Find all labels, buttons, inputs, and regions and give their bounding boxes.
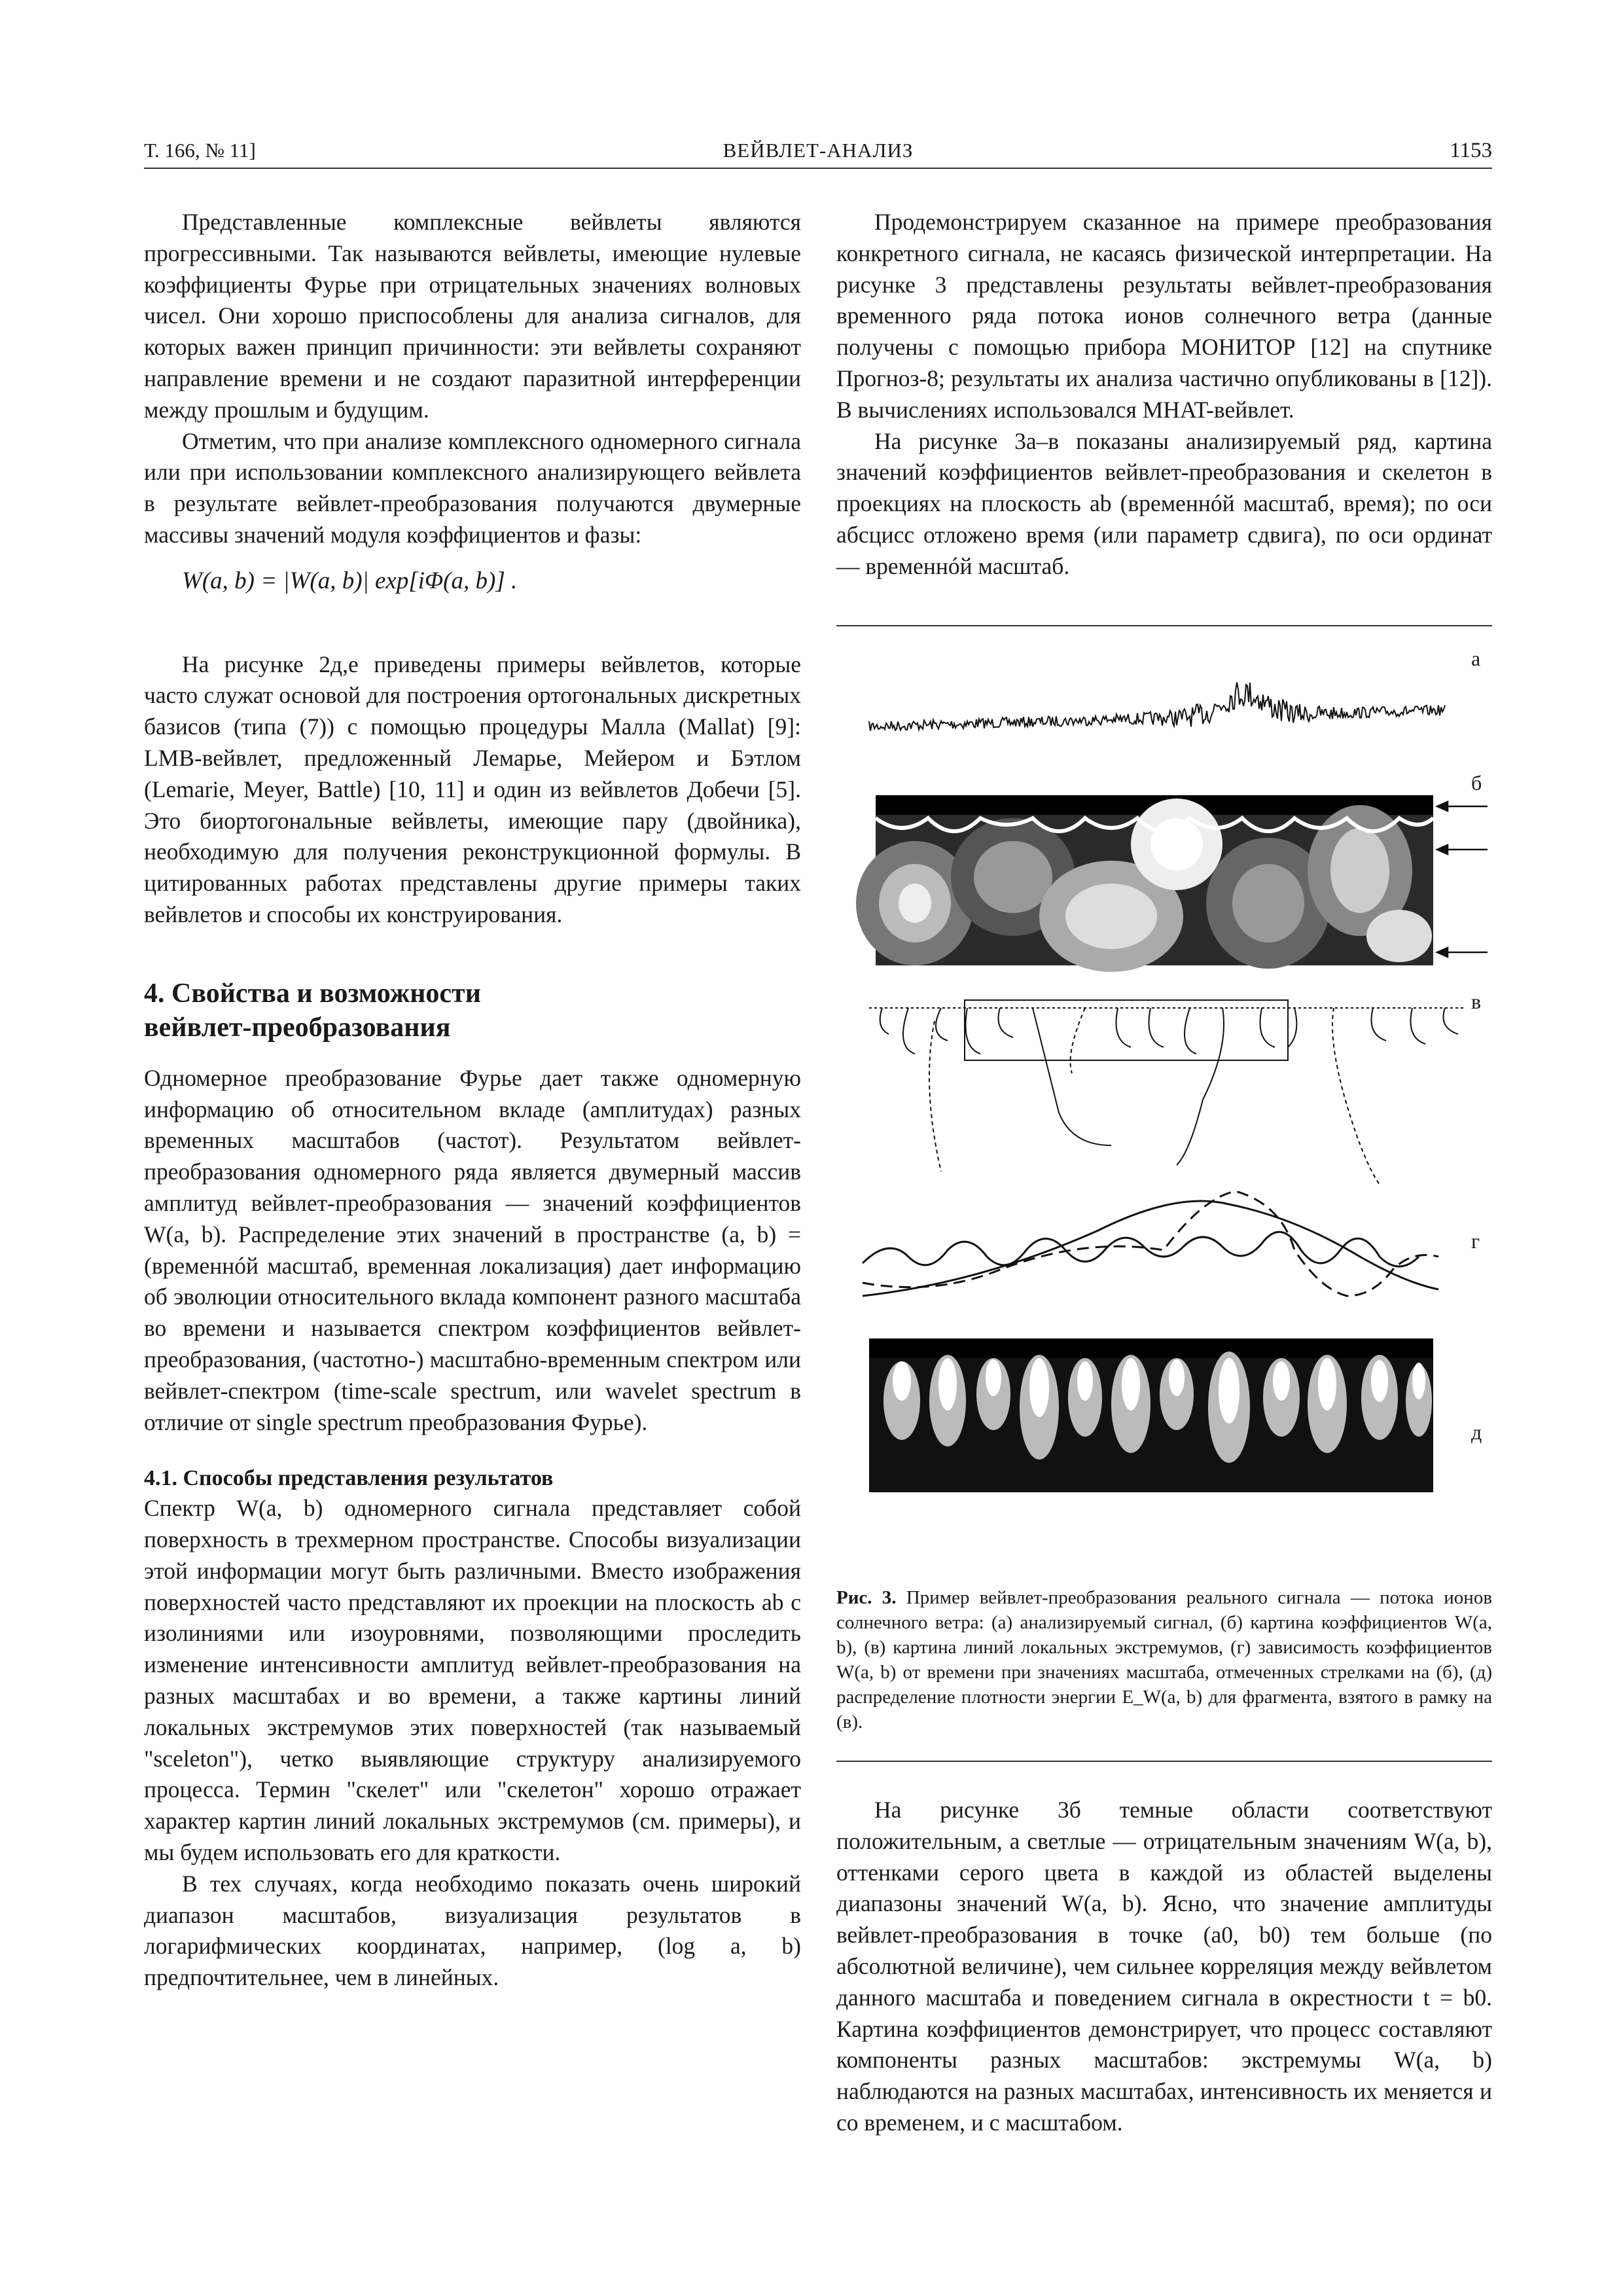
figure-top-rule <box>836 625 1492 626</box>
panel-label-d: г <box>1471 1229 1480 1253</box>
panel-label-a: а <box>1471 647 1481 670</box>
right-paragraph-2: На рисунке 3а–в показаны анализируемый ряд, картина значений коэффициентов вейвлет-преобразования и скелетон в проекциях на плоскость ab (временнóй масштаб, время); по оси абсцисс отложено время (или параметр сдвига), по оси ординат — временнóй масштаб. <box>836 427 1492 579</box>
figure-3 <box>836 628 1492 1558</box>
section-heading-line1: 4. Свойства и возможности <box>144 978 481 1009</box>
header-title: ВЕЙВЛЕТ-АНАЛИЗ <box>722 139 914 162</box>
subsection-heading-4-1: 4.1. Способы представления результатов <box>144 1466 554 1491</box>
left-paragraph-2: Отметим, что при анализе комплексного одномерного сигнала или при использовании комплексного анализирующего вейвлета в результате вейвлет-преобразования получаются двумерные массивы значений модуля коэффициентов и фазы: <box>144 427 801 548</box>
right-paragraph-1: Продемонстрируем сказанное на примере преобразования конкретного сигнала, не касаясь физической интерпретации. На рисунке 3 представлены результаты вейвлет-преобразования временного ряда потока ионов солнечного ветра (данные получены с помощью прибора МОНИТОР [12] на спутнике Прогноз-8; результаты их анализа частично опубликованы в [12]). В вычислениях использовался MHAT-вейвлет. <box>836 209 1492 423</box>
figure-caption <box>836 1585 1492 1734</box>
section-heading-line2: вейвлет-преобразования <box>144 1012 451 1043</box>
equation-modulus-phase: W(a, b) = |W(a, b)| exp[iΦ(a, b)] . <box>182 567 518 594</box>
section-heading-4 <box>144 977 801 1045</box>
caption-label: Рис. 3. <box>836 1587 897 1608</box>
coefficient-curves <box>863 1191 1438 1296</box>
left-paragraph-1: Представленные комплексные вейвлеты являются прогрессивными. Так называются вейвлеты, имеющие нулевые коэффициенты Фурье при отрицательных значениях волновых чисел. Они хорошо приспособлены для анализа сигналов, для которых важен принцип причинности: эти вейвлеты сохраняют направление времени и не создают паразитной интерференции между прошлым и будущим. <box>144 209 801 423</box>
left-paragraph-4: Одномерное преобразование Фурье дает также одномерную информацию об относительном вкладе (амплитудах) разных временных масштабов (частот). Результатом вейвлет-преобразования одномерного ряда является двумерный массив амплитуд вейвлет-преобразования — значений коэффициентов W(a, b). Распределение этих значений в пространстве (a, b) = (временнóй масштаб, временная локализация) дает информацию об эволюции относительного вклада компонент разного масштаба во времени и называется спектром коэффициентов вейвлет-преобразования, (частотно-) масштабно-временным спектром или вейвлет-спектром (time-scale spectrum, или wavelet spectrum в отличие от single spectrum преобразования Фурье). <box>144 1064 801 1435</box>
fragment-frame <box>965 1000 1288 1060</box>
header-volume: Т. 166, № 11] <box>144 139 256 162</box>
figure-bottom-rule <box>836 1761 1492 1762</box>
panel-label-e: д <box>1471 1420 1482 1444</box>
left-column <box>144 207 801 1994</box>
right-paragraph-3: На рисунке 3б темные области соответствуют положительным, а светлые — отрицательным значениям W(a, b), оттенками серого цвета в каждой из областей выделены диапазоны значений W(a, b). Ясно, что значение амплитуды вейвлет-преобразования в точке (a0, b0) тем больше (по абсолютной величине), чем сильнее корреляция между вейвлетом данного масштаба и поведением сигнала в окрестности t = b0. Картина коэффициентов демонстрирует, что процесс составляют компоненты разных масштабов: экстремумы W(a, b) наблюдаются на разных масштабах, интенсивность их меняется и со временем, и с масштабом. <box>836 1797 1492 2136</box>
right-column-top <box>836 207 1492 583</box>
right-column-bottom <box>836 1795 1492 2139</box>
signal-trace <box>869 682 1445 730</box>
skeleton-lines <box>869 1008 1465 1185</box>
header-rule <box>144 168 1492 169</box>
coefficient-map <box>856 795 1433 972</box>
energy-density-map <box>869 1338 1433 1492</box>
page-number: 1153 <box>1450 139 1492 162</box>
left-paragraph-5: Спектр W(a, b) одномерного сигнала представляет собой поверхность в трехмерном пространстве. Способы визуализации этой информации могут быть различными. Вместо изображения поверхностей часто представляют их проекции на плоскость ab с изолиниями или изоуровнями, позволяющими проследить изменение интенсивности амплитуд вейвлет-преобразования на разных масштабах и во времени, а также картины линий локальных экстремумов этих поверхностей (так называемый "sceleton"), четко выявляющие структуру анализируемого процесса. Термин "скелет" или "скелетон" хорошо отражает характер картин линий локальных экстремумов (см. примеры), и мы будем использовать его для краткости. <box>144 1495 801 1866</box>
caption-text: Пример вейвлет-преобразования реального сигнала — потока ионов солнечного ветра: (а) анализируемый сигнал, (б) картина коэффициентов W(a, b), (в) картина линий локальных экстремумов, (г) зависимость коэффициентов W(a, b) от времени при значениях масштаба, отмеченных стрелками на (б), (д) распределение плотности энергии E_W(a, b) для фрагмента, взятого в рамку на (в). <box>836 1587 1493 1732</box>
panel-label-c: в <box>1471 990 1482 1013</box>
panel-label-b: б <box>1471 771 1482 795</box>
left-paragraph-3: На рисунке 2д,е приведены примеры вейвлетов, которые часто служат основой для построения ортогональных дискретных базисов (типа (7)) с помощью процедуры Малла (Mallat) [9]: LMB-вейвлет, предложенный Лемарье, Мейером и Бэтлом (Lemarie, Meyer, Battle) [10, 11] и один из вейвлетов Добечи [5]. Это биортогональные вейвлеты, имеющие пару (двойника), необходимую для получения реконструкционной формулы. В цитированных работах представлены другие примеры таких вейвлетов и способы их конструирования. <box>144 651 801 927</box>
left-paragraph-6: В тех случаях, когда необходимо показать очень широкий диапазон масштабов, визуализация результатов в логарифмических координатах, например, (log a, b) предпочтительнее, чем в линейных. <box>144 1870 801 1991</box>
scale-arrows <box>1437 802 1488 957</box>
